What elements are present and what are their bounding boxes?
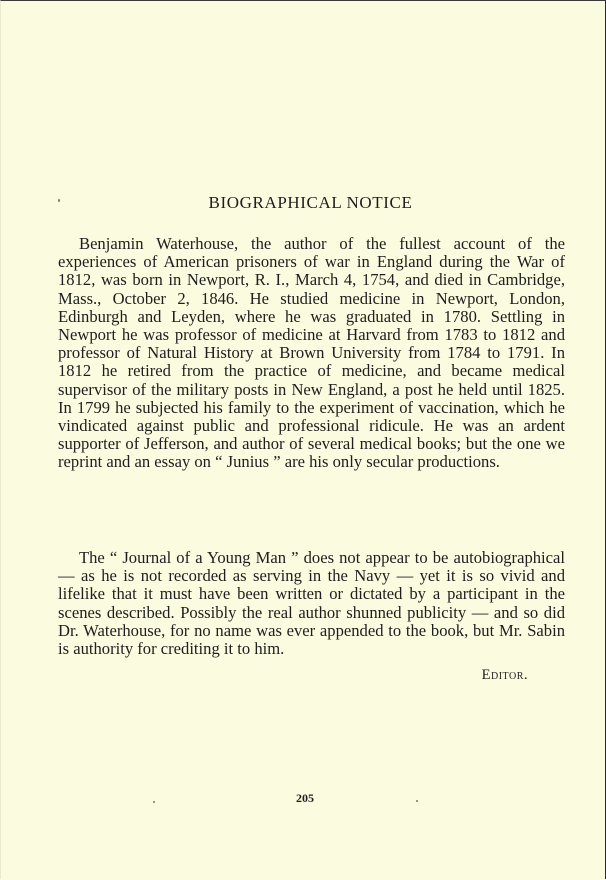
notice-heading: BIOGRAPHICAL NOTICE bbox=[208, 193, 413, 212]
editor-signature: Editor. bbox=[481, 667, 528, 683]
paragraph-journal: The “ Journal of a Young Man ” does not appear to be autobiographical — as he is not recorded as serving in the Navy — yet it is so vivid and lifelike that it must have been written or dictated by a participant in the scenes described. Possibly the real author shunned publicity — and so did Dr. Waterhouse, for no name was ever appended to the book, but Mr. Sabin is authority for crediting it to him. bbox=[58, 548, 565, 659]
scan-speck bbox=[153, 801, 155, 803]
scan-speck bbox=[58, 199, 60, 202]
scan-speck bbox=[416, 800, 418, 802]
page-number: 205 bbox=[296, 791, 314, 805]
paragraph-biography: Benjamin Waterhouse, the author of the fullest account of the experiences of American prisoners of war in England during the War of 1812, was born in Newport, R. I., March 4, 1754, and died in Cambridge, Mass., October 2, 1846. He studied medicine in Newport, London, Edinburgh and Leyden, where he was graduated in 1780. Settling in Newport he was professor of medicine at Harvard from 1783 to 1812 and professor of Natural History at Brown University from 1784 to 1791. In 1812 he retired from the practice of medicine, and became medical supervisor of the military posts in New England, a post he held until 1825. In 1799 he subjected his family to the experiment of vaccination, which he vindicated against public and professional ridicule. He was an ardent supporter of Jefferson, and author of several medical books; but the one we reprint and an essay on “ Junius ” are his only secular productions. bbox=[58, 234, 565, 472]
